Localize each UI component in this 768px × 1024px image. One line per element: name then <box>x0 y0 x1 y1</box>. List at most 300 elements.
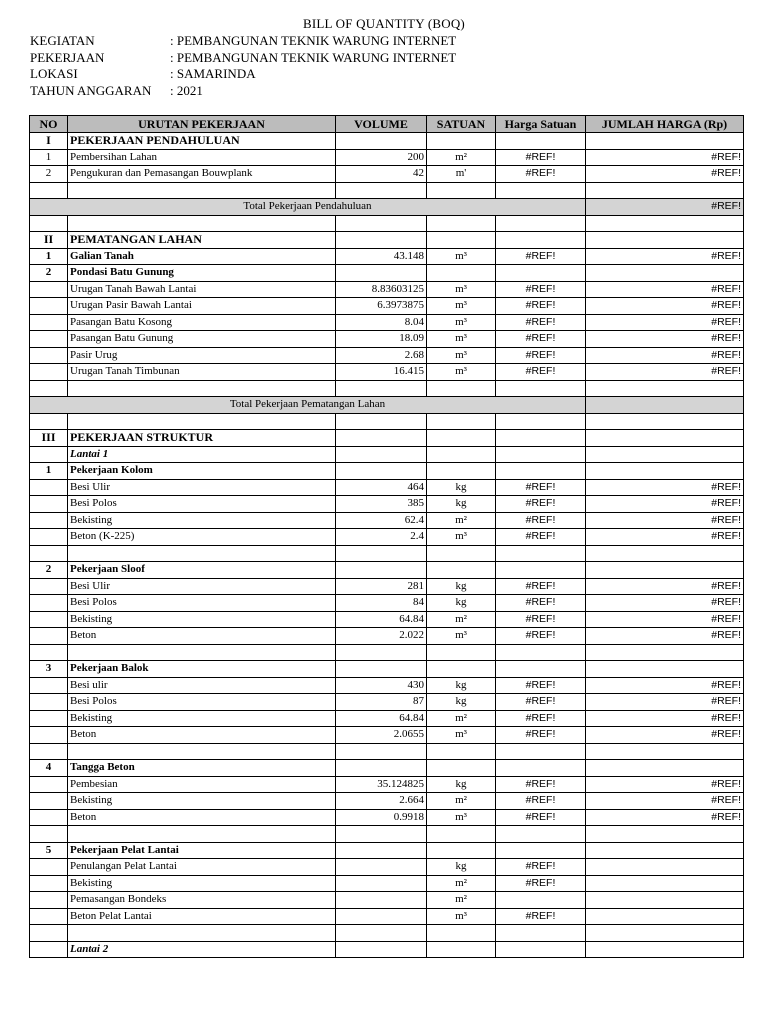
table-row <box>30 314 744 331</box>
unit-price-cell: #REF! <box>496 793 586 810</box>
total-price-cell <box>586 430 744 447</box>
unit-price-cell: #REF! <box>496 248 586 265</box>
total-price-cell <box>586 644 744 661</box>
section-row <box>30 430 744 447</box>
total-price-cell: #REF! <box>586 149 744 166</box>
meta-row <box>30 33 456 50</box>
work-description: Bekisting <box>68 710 336 727</box>
total-price-cell: #REF! <box>586 677 744 694</box>
unit-price-cell: #REF! <box>496 149 586 166</box>
subtotal-row <box>30 199 744 216</box>
column-header-volume: VOLUME <box>336 116 427 133</box>
table-row <box>30 842 744 859</box>
total-price-cell: #REF! <box>586 331 744 348</box>
meta-value: : 2021 <box>170 82 203 98</box>
unit-cell: m² <box>427 793 496 810</box>
work-description: Pasir Urug <box>68 347 336 364</box>
unit-cell <box>427 644 496 661</box>
total-price-cell <box>586 826 744 843</box>
unit-price-cell <box>496 265 586 282</box>
volume-cell <box>336 925 427 942</box>
unit-price-cell: #REF! <box>496 331 586 348</box>
table-row <box>30 215 744 232</box>
unit-cell <box>427 413 496 430</box>
volume-cell: 6.3973875 <box>336 298 427 315</box>
column-header-description: URUTAN PEKERJAAN <box>68 116 336 133</box>
unit-cell: m³ <box>427 314 496 331</box>
unit-price-cell: #REF! <box>496 776 586 793</box>
total-price-cell <box>586 661 744 678</box>
table-row <box>30 529 744 546</box>
work-description: Besi ulir <box>68 677 336 694</box>
work-description: Besi Polos <box>68 694 336 711</box>
table-row <box>30 908 744 925</box>
work-description: Urugan Tanah Timbunan <box>68 364 336 381</box>
total-price-cell: #REF! <box>586 496 744 513</box>
volume-cell: 281 <box>336 578 427 595</box>
total-price-cell <box>586 446 744 463</box>
work-description <box>68 182 336 199</box>
work-description: Lantai 2 <box>68 941 336 958</box>
volume-cell <box>336 265 427 282</box>
unit-cell: m' <box>427 166 496 183</box>
volume-cell <box>336 430 427 447</box>
unit-price-cell <box>496 941 586 958</box>
table-row <box>30 743 744 760</box>
work-description: Urugan Pasir Bawah Lantai <box>68 298 336 315</box>
total-price-cell: #REF! <box>586 512 744 529</box>
work-description: Pekerjaan Balok <box>68 661 336 678</box>
total-price-cell: #REF! <box>586 347 744 364</box>
unit-price-cell <box>496 661 586 678</box>
row-number: 1 <box>30 149 68 166</box>
unit-cell <box>427 182 496 199</box>
unit-price-cell: #REF! <box>496 512 586 529</box>
work-description: Bekisting <box>68 611 336 628</box>
row-number <box>30 892 68 909</box>
unit-price-cell: #REF! <box>496 529 586 546</box>
total-price-cell <box>586 875 744 892</box>
unit-price-cell: #REF! <box>496 908 586 925</box>
work-description <box>68 925 336 942</box>
table-row <box>30 512 744 529</box>
row-number <box>30 529 68 546</box>
column-header-no: NO <box>30 116 68 133</box>
table-row <box>30 265 744 282</box>
unit-cell: m² <box>427 611 496 628</box>
volume-cell <box>336 743 427 760</box>
unit-price-cell: #REF! <box>496 710 586 727</box>
unit-cell: kg <box>427 859 496 876</box>
row-number: I <box>30 133 68 150</box>
unit-cell <box>427 562 496 579</box>
volume-cell: 18.09 <box>336 331 427 348</box>
work-description: Besi Polos <box>68 595 336 612</box>
work-description: Bekisting <box>68 512 336 529</box>
unit-price-cell <box>496 925 586 942</box>
work-description: Penulangan Pelat Lantai <box>68 859 336 876</box>
volume-cell <box>336 215 427 232</box>
row-number: 2 <box>30 166 68 183</box>
row-number: 3 <box>30 661 68 678</box>
volume-cell: 43.148 <box>336 248 427 265</box>
volume-cell <box>336 413 427 430</box>
unit-cell: kg <box>427 694 496 711</box>
work-description: Pembesian <box>68 776 336 793</box>
total-price-cell: #REF! <box>586 578 744 595</box>
unit-price-cell <box>496 133 586 150</box>
unit-price-cell <box>496 826 586 843</box>
volume-cell <box>336 644 427 661</box>
column-header-total-price: JUMLAH HARGA (Rp) <box>586 116 744 133</box>
unit-price-cell: #REF! <box>496 611 586 628</box>
unit-cell <box>427 215 496 232</box>
work-description <box>68 215 336 232</box>
table-row <box>30 496 744 513</box>
unit-cell: m³ <box>427 727 496 744</box>
unit-cell: kg <box>427 578 496 595</box>
unit-cell: m³ <box>427 248 496 265</box>
work-description: Besi Polos <box>68 496 336 513</box>
unit-price-cell: #REF! <box>496 694 586 711</box>
unit-cell: kg <box>427 677 496 694</box>
row-number <box>30 809 68 826</box>
unit-price-cell <box>496 644 586 661</box>
work-description: Pekerjaan Kolom <box>68 463 336 480</box>
unit-cell: m² <box>427 149 496 166</box>
unit-cell: kg <box>427 496 496 513</box>
total-price-cell: #REF! <box>586 479 744 496</box>
unit-price-cell: #REF! <box>496 628 586 645</box>
table-row <box>30 562 744 579</box>
work-description: Beton Pelat Lantai <box>68 908 336 925</box>
table-row <box>30 182 744 199</box>
row-number: III <box>30 430 68 447</box>
table-row <box>30 677 744 694</box>
volume-cell: 8.83603125 <box>336 281 427 298</box>
work-description: Pekerjaan Pelat Lantai <box>68 842 336 859</box>
table-row <box>30 661 744 678</box>
total-price-cell: #REF! <box>586 628 744 645</box>
boq-table <box>29 115 744 958</box>
total-price-cell <box>586 182 744 199</box>
row-number <box>30 875 68 892</box>
table-row <box>30 166 744 183</box>
work-description: Beton <box>68 809 336 826</box>
total-price-cell: #REF! <box>586 529 744 546</box>
work-description <box>68 644 336 661</box>
work-description: Pondasi Batu Gunung <box>68 265 336 282</box>
work-description: Pemasangan Bondeks <box>68 892 336 909</box>
table-row <box>30 628 744 645</box>
unit-price-cell <box>496 232 586 249</box>
volume-cell: 64.84 <box>336 611 427 628</box>
document-meta <box>30 33 456 99</box>
work-description <box>68 743 336 760</box>
row-number: 1 <box>30 463 68 480</box>
volume-cell <box>336 545 427 562</box>
unit-price-cell <box>496 215 586 232</box>
volume-cell <box>336 859 427 876</box>
table-row <box>30 793 744 810</box>
meta-label: KEGIATAN <box>30 33 95 48</box>
unit-price-cell: #REF! <box>496 347 586 364</box>
volume-cell <box>336 380 427 397</box>
table-row <box>30 595 744 612</box>
volume-cell <box>336 446 427 463</box>
total-price-cell: #REF! <box>586 281 744 298</box>
work-description: Urugan Tanah Bawah Lantai <box>68 281 336 298</box>
unit-price-cell <box>496 760 586 777</box>
unit-price-cell: #REF! <box>496 166 586 183</box>
unit-price-cell: #REF! <box>496 364 586 381</box>
total-price-cell: #REF! <box>586 710 744 727</box>
row-number <box>30 413 68 430</box>
volume-cell <box>336 562 427 579</box>
work-description: Beton <box>68 727 336 744</box>
row-number <box>30 793 68 810</box>
work-description <box>68 826 336 843</box>
row-number <box>30 941 68 958</box>
unit-cell: m² <box>427 512 496 529</box>
row-number <box>30 314 68 331</box>
table-row <box>30 479 744 496</box>
row-number: 4 <box>30 760 68 777</box>
row-number <box>30 611 68 628</box>
total-price-cell <box>586 941 744 958</box>
unit-cell <box>427 925 496 942</box>
unit-cell: m³ <box>427 298 496 315</box>
unit-price-cell <box>496 182 586 199</box>
row-number <box>30 578 68 595</box>
work-description: Pasangan Batu Gunung <box>68 331 336 348</box>
table-row <box>30 545 744 562</box>
table-row <box>30 413 744 430</box>
work-description: Tangga Beton <box>68 760 336 777</box>
unit-price-cell: #REF! <box>496 859 586 876</box>
volume-cell: 87 <box>336 694 427 711</box>
unit-cell: kg <box>427 776 496 793</box>
total-price-cell <box>586 925 744 942</box>
total-price-cell: #REF! <box>586 314 744 331</box>
work-description <box>68 380 336 397</box>
unit-price-cell <box>496 743 586 760</box>
section-row <box>30 232 744 249</box>
row-number <box>30 859 68 876</box>
work-description <box>68 545 336 562</box>
unit-price-cell <box>496 545 586 562</box>
unit-price-cell: #REF! <box>496 496 586 513</box>
total-price-cell <box>586 908 744 925</box>
table-row <box>30 281 744 298</box>
row-number <box>30 446 68 463</box>
table-row <box>30 364 744 381</box>
work-description: Galian Tanah <box>68 248 336 265</box>
row-number: II <box>30 232 68 249</box>
total-price-cell <box>586 232 744 249</box>
volume-cell: 8.04 <box>336 314 427 331</box>
section-row <box>30 133 744 150</box>
total-price-cell <box>586 380 744 397</box>
work-description: Beton <box>68 628 336 645</box>
meta-value: : PEMBANGUNAN TEKNIK WARUNG INTERNET <box>170 33 457 48</box>
column-header-unit-price: Harga Satuan <box>496 116 586 133</box>
unit-cell: kg <box>427 595 496 612</box>
meta-row <box>30 66 456 83</box>
volume-cell: 385 <box>336 496 427 513</box>
unit-cell <box>427 760 496 777</box>
volume-cell: 16.415 <box>336 364 427 381</box>
volume-cell: 430 <box>336 677 427 694</box>
total-price-cell: #REF! <box>586 727 744 744</box>
volume-cell <box>336 826 427 843</box>
row-number <box>30 925 68 942</box>
volume-cell <box>336 842 427 859</box>
unit-cell <box>427 232 496 249</box>
total-price-cell <box>586 892 744 909</box>
table-row <box>30 925 744 942</box>
total-price-cell: #REF! <box>586 364 744 381</box>
unit-price-cell <box>496 430 586 447</box>
work-description: Lantai 1 <box>68 446 336 463</box>
meta-label: TAHUN ANGGARAN <box>30 82 152 98</box>
table-row <box>30 710 744 727</box>
unit-price-cell: #REF! <box>496 281 586 298</box>
table-row <box>30 347 744 364</box>
total-price-cell <box>586 562 744 579</box>
unit-price-cell <box>496 380 586 397</box>
table-row <box>30 941 744 958</box>
work-description: Bekisting <box>68 875 336 892</box>
unit-cell: m³ <box>427 529 496 546</box>
total-price-cell: #REF! <box>586 611 744 628</box>
row-number <box>30 908 68 925</box>
work-description: Pekerjaan Sloof <box>68 562 336 579</box>
unit-cell <box>427 265 496 282</box>
unit-price-cell <box>496 562 586 579</box>
unit-cell <box>427 941 496 958</box>
work-description: PEKERJAAN PENDAHULUAN <box>68 133 336 150</box>
volume-cell: 0.9918 <box>336 809 427 826</box>
table-row <box>30 149 744 166</box>
total-price-cell: #REF! <box>586 776 744 793</box>
volume-cell: 464 <box>336 479 427 496</box>
unit-cell <box>427 661 496 678</box>
total-price-cell <box>586 413 744 430</box>
volume-cell: 62.4 <box>336 512 427 529</box>
volume-cell: 42 <box>336 166 427 183</box>
work-description: Besi Ulir <box>68 578 336 595</box>
work-description: PEKERJAAN STRUKTUR <box>68 430 336 447</box>
unit-cell: kg <box>427 479 496 496</box>
table-row <box>30 694 744 711</box>
volume-cell <box>336 133 427 150</box>
row-number: 2 <box>30 265 68 282</box>
work-description: Bekisting <box>68 793 336 810</box>
table-row <box>30 611 744 628</box>
unit-price-cell: #REF! <box>496 809 586 826</box>
total-price-cell <box>586 265 744 282</box>
row-number <box>30 694 68 711</box>
total-price-cell <box>586 545 744 562</box>
total-price-cell <box>586 133 744 150</box>
work-description: Beton (K-225) <box>68 529 336 546</box>
row-number <box>30 512 68 529</box>
row-number <box>30 298 68 315</box>
unit-cell: m³ <box>427 809 496 826</box>
row-number <box>30 215 68 232</box>
subtotal-row <box>30 397 744 414</box>
column-header-unit: SATUAN <box>427 116 496 133</box>
work-description <box>68 413 336 430</box>
table-row <box>30 892 744 909</box>
table-row <box>30 446 744 463</box>
unit-cell <box>427 545 496 562</box>
row-number <box>30 826 68 843</box>
unit-cell <box>427 133 496 150</box>
meta-value: : SAMARINDA <box>170 66 256 82</box>
work-description: Pasangan Batu Kosong <box>68 314 336 331</box>
volume-cell <box>336 941 427 958</box>
volume-cell: 2.68 <box>336 347 427 364</box>
unit-price-cell <box>496 463 586 480</box>
unit-cell: m² <box>427 710 496 727</box>
work-description: Pengukuran dan Pemasangan Bouwplank <box>68 166 336 183</box>
unit-price-cell <box>496 842 586 859</box>
unit-cell: m³ <box>427 331 496 348</box>
unit-cell: m³ <box>427 628 496 645</box>
row-number <box>30 545 68 562</box>
row-number <box>30 479 68 496</box>
meta-label: LOKASI <box>30 66 78 82</box>
table-row <box>30 248 744 265</box>
row-number <box>30 776 68 793</box>
work-description: Besi Ulir <box>68 479 336 496</box>
unit-cell: m² <box>427 875 496 892</box>
total-price-cell <box>586 842 744 859</box>
table-row <box>30 380 744 397</box>
volume-cell <box>336 182 427 199</box>
table-row <box>30 463 744 480</box>
volume-cell: 64.84 <box>336 710 427 727</box>
volume-cell <box>336 892 427 909</box>
volume-cell <box>336 463 427 480</box>
volume-cell: 84 <box>336 595 427 612</box>
total-price-cell <box>586 760 744 777</box>
subtotal-value: #REF! <box>586 199 744 216</box>
unit-price-cell: #REF! <box>496 314 586 331</box>
meta-row <box>30 83 456 100</box>
total-price-cell: #REF! <box>586 793 744 810</box>
table-row <box>30 776 744 793</box>
volume-cell <box>336 661 427 678</box>
total-price-cell: #REF! <box>586 298 744 315</box>
table-row <box>30 809 744 826</box>
row-number <box>30 364 68 381</box>
row-number <box>30 281 68 298</box>
unit-price-cell: #REF! <box>496 298 586 315</box>
volume-cell: 2.022 <box>336 628 427 645</box>
unit-price-cell: #REF! <box>496 595 586 612</box>
unit-cell <box>427 826 496 843</box>
row-number <box>30 644 68 661</box>
total-price-cell: #REF! <box>586 248 744 265</box>
unit-price-cell: #REF! <box>496 479 586 496</box>
volume-cell: 2.0655 <box>336 727 427 744</box>
total-price-cell <box>586 463 744 480</box>
total-price-cell: #REF! <box>586 694 744 711</box>
volume-cell: 2.664 <box>336 793 427 810</box>
